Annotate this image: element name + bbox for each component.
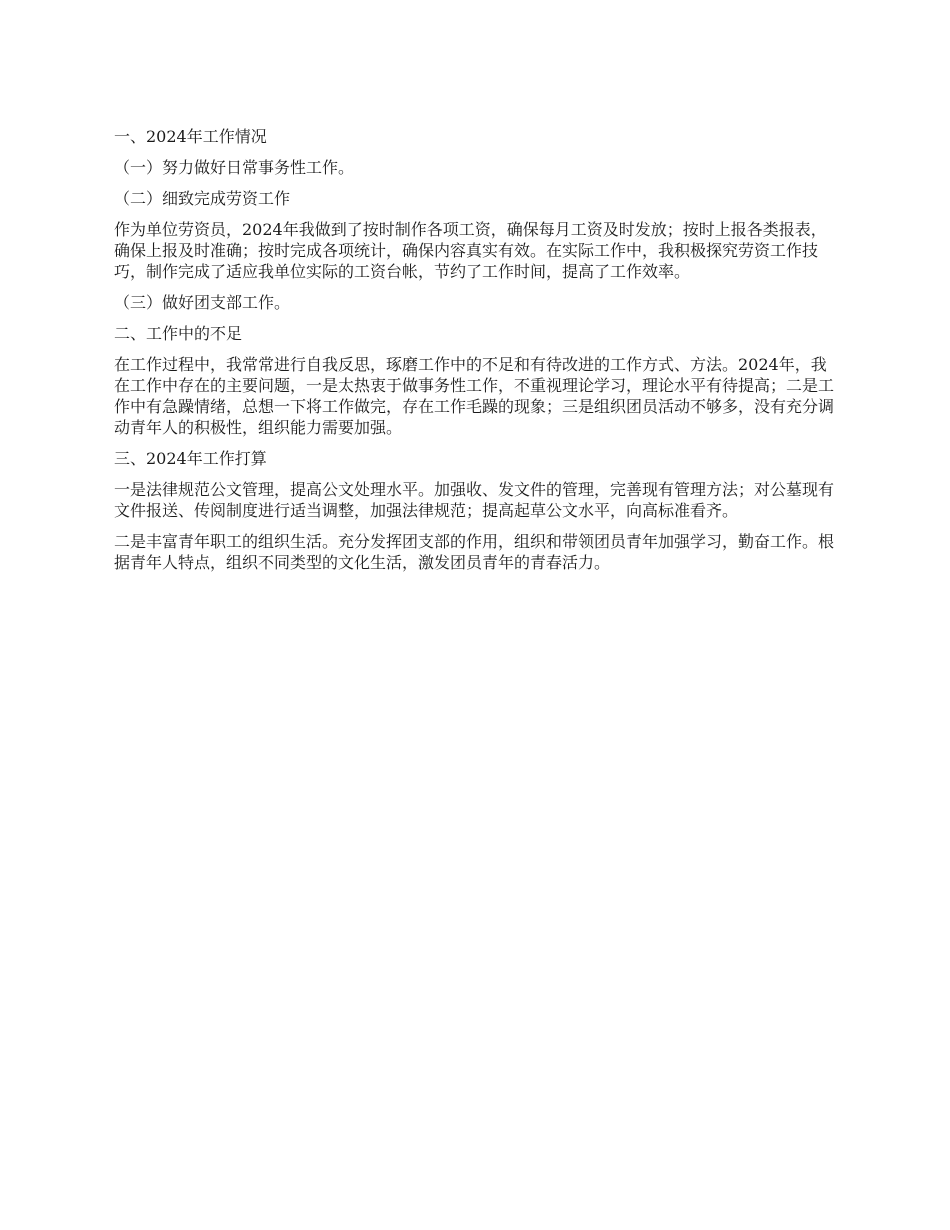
paragraph-plan-2: 二是丰富青年职工的组织生活。充分发挥团支部的作用，组织和带领团员青年加强学习，勤奋工作。根据青年人特点，组织不同类型的文化生活，激发团员青年的青春活力。 xyxy=(114,532,835,572)
paragraph-shortcomings: 在工作过程中，我常常进行自我反思，琢磨工作中的不足和有待改进的工作方式、方法。2024年，我在工作中存在的主要问题，一是太热衷于做事务性工作，不重视理论学习，理论水平有待提高；二是工作中有急躁情绪，总想一下将工作做完，存在工作毛躁的现象；三是组织团员活动不够多，没有充分调动青年人的积极性，组织能力需要加强。 xyxy=(114,355,835,437)
document-body xyxy=(114,126,842,583)
subsection-heading-2: （二）细致完成劳资工作 xyxy=(114,189,291,208)
paragraph-plan-1: 一是法律规范公文管理，提高公文处理水平。加强收、发文件的管理，完善现有管理方法；对公墓现有文件报送、传阅制度进行适当调整，加强法律规范；提高起草公文水平，向高标准看齐。 xyxy=(114,480,835,520)
subsection-heading-1: （一）努力做好日常事务性工作。 xyxy=(114,158,355,177)
subsection-heading-3: （三）做好团支部工作。 xyxy=(114,293,291,312)
section-heading-3: 三、2024年工作打算 xyxy=(114,449,267,468)
paragraph-labor-work: 作为单位劳资员，2024年我做到了按时制作各项工资，确保每月工资及时发放；按时上报各类报表，确保上报及时准确；按时完成各项统计，确保内容真实有效。在实际工作中，我积极探究劳资工作技巧，制作完成了适应我单位实际的工资台帐，节约了工作时间，提高了工作效率。 xyxy=(114,220,827,281)
section-heading-1: 一、2024年工作情况 xyxy=(114,127,267,146)
section-heading-2: 二、工作中的不足 xyxy=(114,324,243,343)
